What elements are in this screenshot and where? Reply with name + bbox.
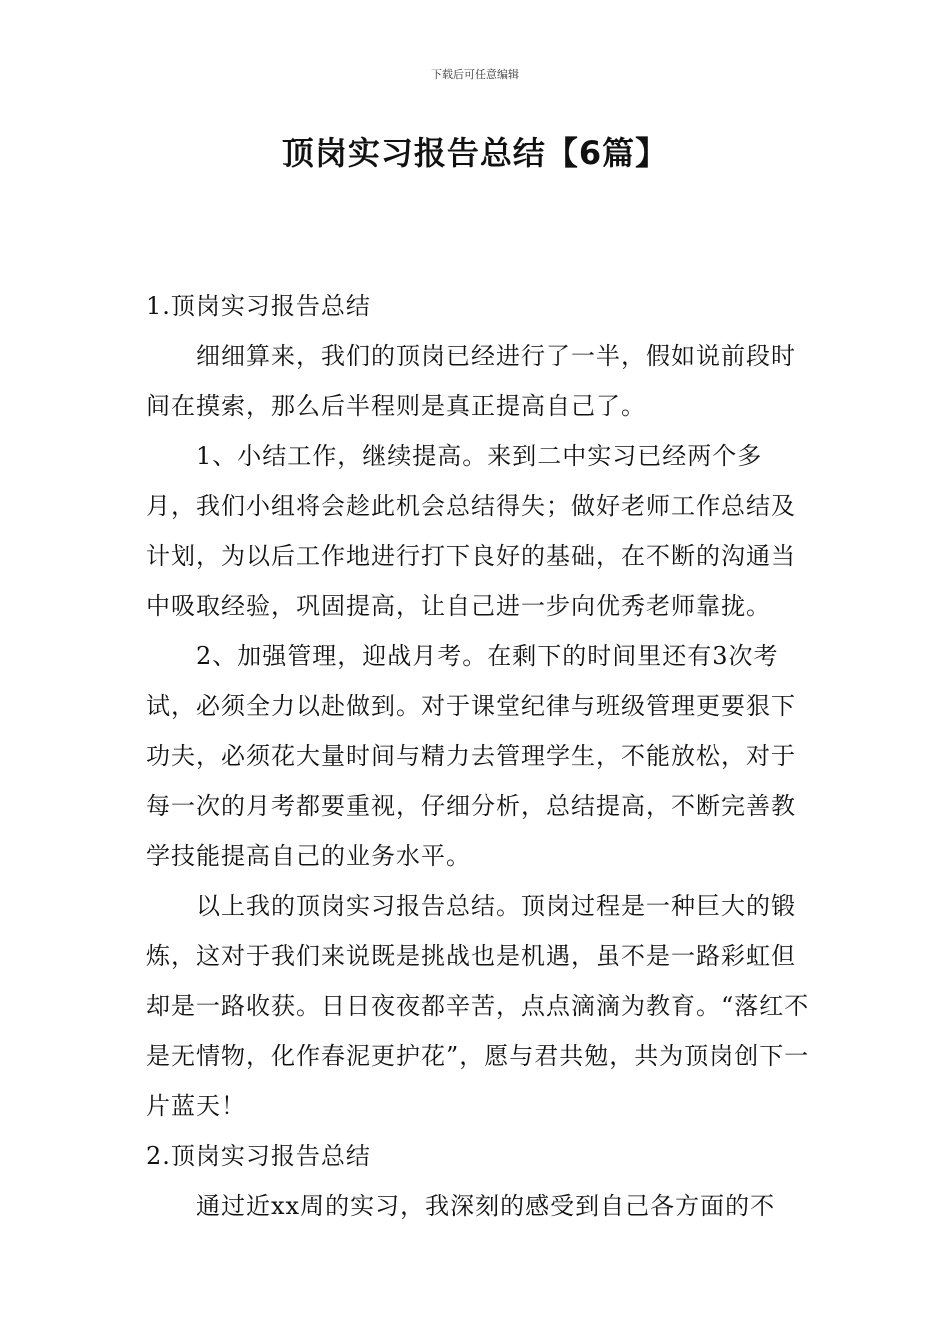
paragraph: 1、小结工作，继续提高。来到二中实习已经两个多月，我们小组将会趁此机会总结得失；做好老师工作总结及计划，为以后工作地进行打下良好的基础，在不断的沟通当中吸取经验，巩固提高，让自己进一步向优秀老师靠拢。 (146, 442, 796, 620)
paragraph: 2、加强管理，迎战月考。在剩下的时间里还有3次考试，必须全力以赴做到。对于课堂纪律与班级管理更要狠下功夫，必须花大量时间与精力去管理学生，不能放松，对于每一次的月考都要重视，仔细分析，总结提高，不断完善教学技能提高自己的业务水平。 (146, 642, 796, 870)
header-note: 下载后可任意编辑 (431, 68, 519, 81)
paragraph: 通过近xx周的实习，我深刻的感受到自己各方面的不 (196, 1192, 776, 1220)
section-heading-2: 2.顶岗实习报告总结 (146, 1142, 371, 1170)
section-heading-1: 1.顶岗实习报告总结 (146, 292, 371, 320)
paragraph: 细细算来，我们的顶岗已经进行了一半，假如说前段时间在摸索，那么后半程则是真正提高自己了。 (146, 342, 796, 420)
document-title: 顶岗实习报告总结【6篇】 (281, 134, 669, 172)
document-body (146, 281, 810, 1231)
paragraph: 以上我的顶岗实习报告总结。顶岗过程是一种巨大的锻炼，这对于我们来说既是挑战也是机遇，虽不是一路彩虹但却是一路收获。日日夜夜都辛苦，点点滴滴为教育。“落红不是无情物，化作春泥更护花”，愿与君共勉，共为顶岗创下一片蓝天！ (146, 892, 810, 1120)
